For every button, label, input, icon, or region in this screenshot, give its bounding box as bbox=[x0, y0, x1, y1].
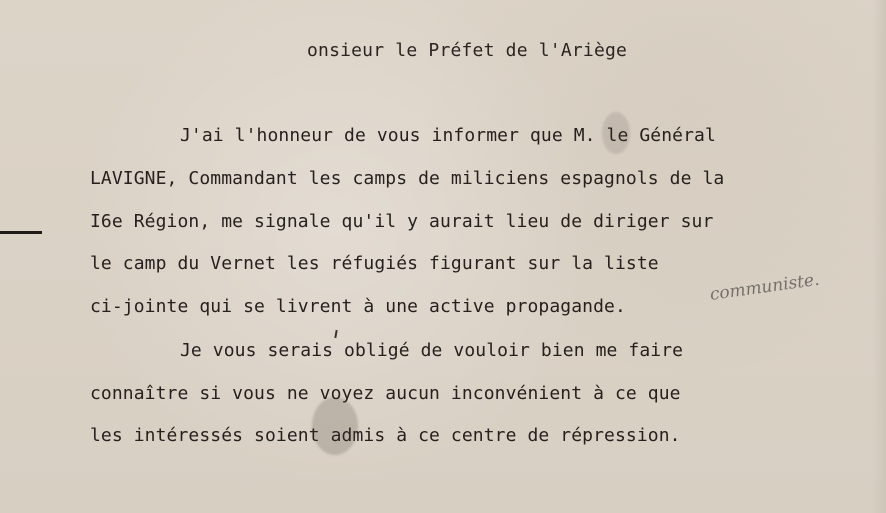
handwritten-annotation: communiste. bbox=[708, 269, 821, 305]
body-line-4: le camp du Vernet les réfugiés figurant sur la liste bbox=[90, 253, 659, 274]
page-edge-shadow bbox=[872, 0, 886, 513]
ink-smudge-top bbox=[602, 112, 630, 154]
body-line-8: les intéressés soient admis à ce centre de répression. bbox=[90, 425, 681, 446]
body-line-7: connaître si vous ne voyez aucun inconvénient à ce que bbox=[90, 383, 681, 404]
document-heading: onsieur le Préfet de l'Ariège bbox=[307, 40, 628, 61]
body-line-3: I6e Région, me signale qu'il y aurait lieu de diriger sur bbox=[90, 211, 714, 232]
body-line-6: Je vous serais obligé de vouloir bien me faire bbox=[180, 340, 684, 361]
ink-mark bbox=[334, 330, 337, 338]
body-line-2: LAVIGNE, Commandant les camps de miliciens espagnols de la bbox=[90, 168, 725, 189]
body-line-5: ci-jointe qui se livrent à une active propagande. bbox=[90, 296, 626, 317]
ink-smudge-bottom bbox=[312, 397, 358, 455]
body-line-1: J'ai l'honneur de vous informer que M. le Général bbox=[180, 125, 716, 146]
left-margin-rule bbox=[0, 231, 42, 234]
